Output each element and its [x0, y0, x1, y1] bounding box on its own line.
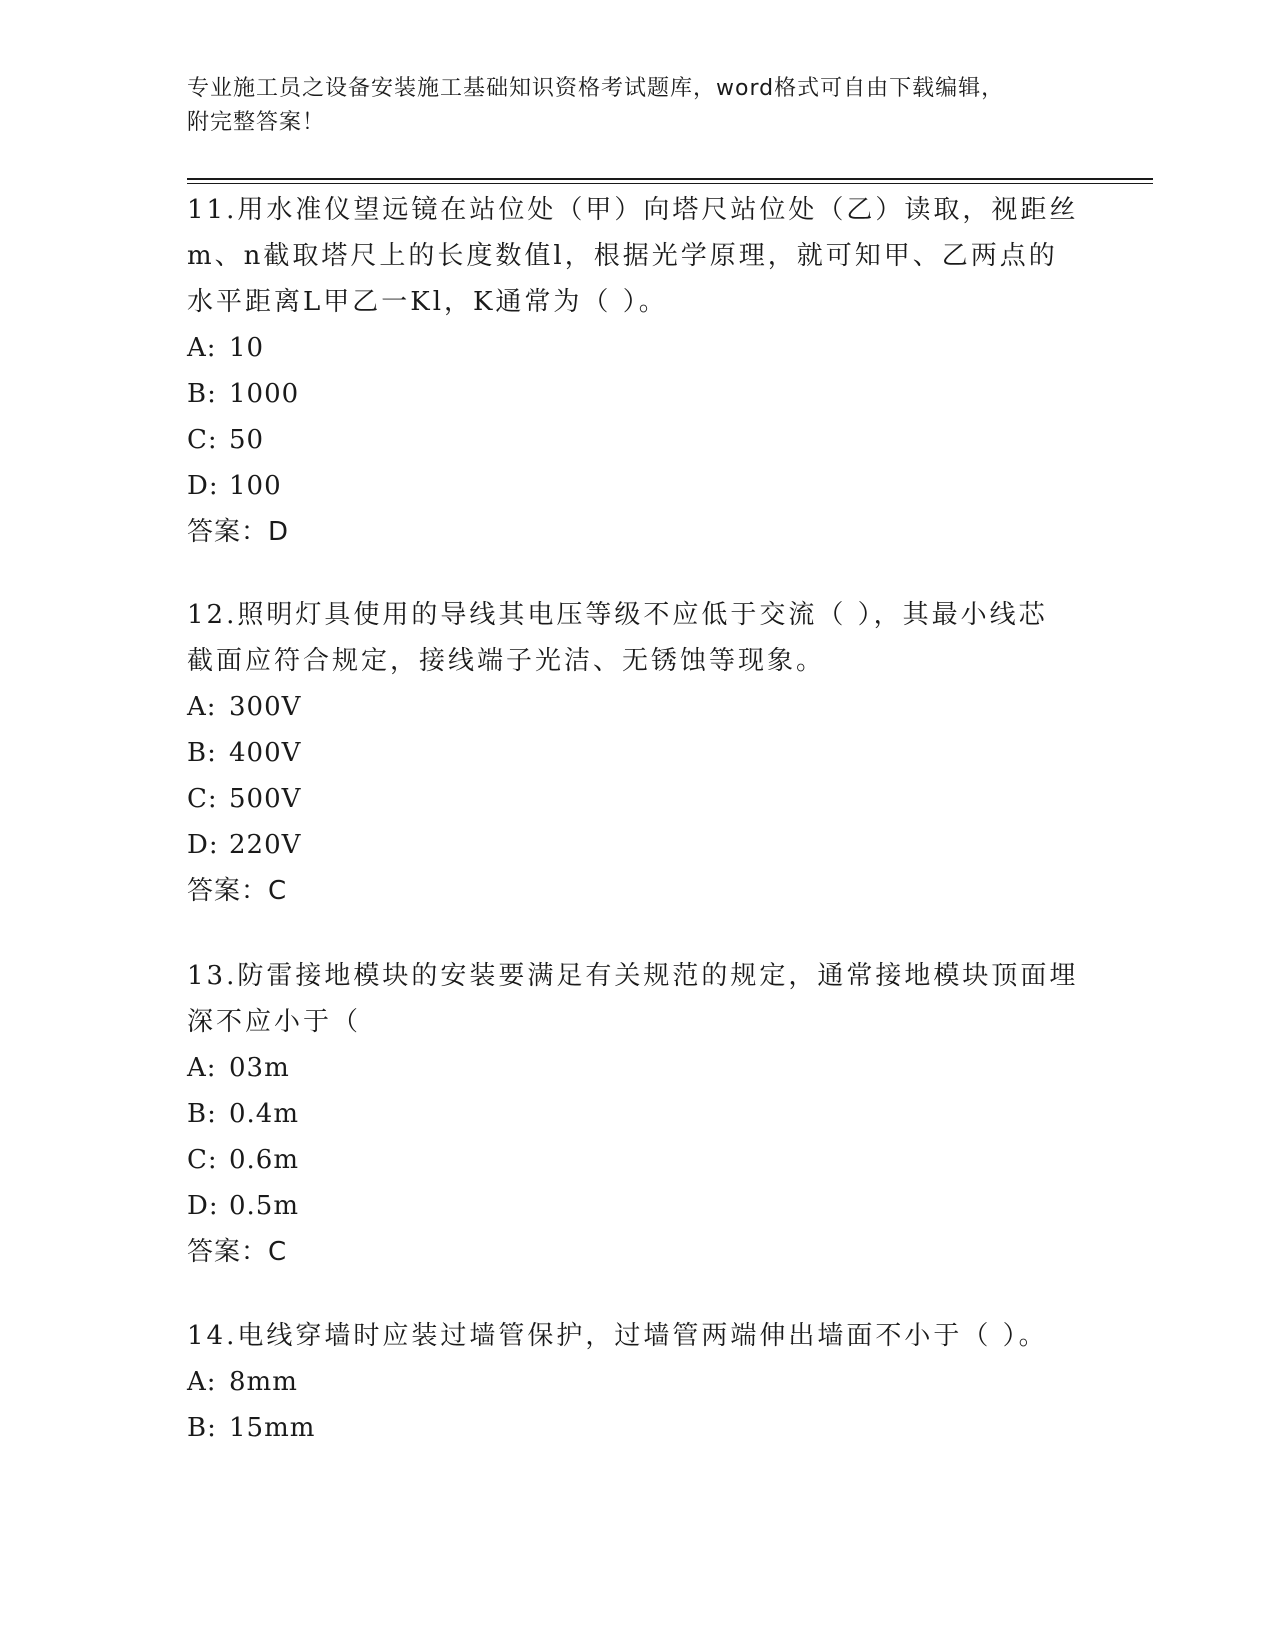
option-text: 300V [229, 692, 302, 722]
option-text: 0.4m [229, 1099, 300, 1129]
option-letter: A: [187, 692, 217, 722]
option-a [187, 1359, 1087, 1405]
option-text: 0.6m [229, 1145, 300, 1175]
option-letter: D: [187, 1191, 219, 1221]
option-text: 8mm [229, 1367, 298, 1397]
question-13 [187, 953, 1087, 1275]
option-c [187, 1137, 1087, 1183]
question-text-line: 12.照明灯具使用的导线其电压等级不应低于交流（ ），其最小线芯 [187, 600, 1048, 630]
option-c [187, 417, 1087, 463]
header-line-1: 专业施工员之设备安装施工基础知识资格考试题库，word格式可自由下载编辑， [187, 76, 1005, 101]
option-d [187, 822, 1087, 868]
question-text-line: 14.电线穿墙时应装过墙管保护，过墙管两端伸出墙面不小于（ ）。 [187, 1321, 1048, 1351]
option-letter: A: [187, 1367, 217, 1397]
question-12 [187, 592, 1087, 914]
header-line-2: 附完整答案！ [187, 110, 326, 135]
option-c [187, 776, 1087, 822]
option-letter: C: [187, 1145, 218, 1175]
option-text: 10 [229, 333, 265, 363]
option-letter: B: [187, 379, 217, 409]
option-letter: B: [187, 738, 217, 768]
option-text: 100 [229, 471, 282, 501]
option-letter: D: [187, 471, 219, 501]
option-text: 03m [229, 1053, 290, 1083]
option-a [187, 325, 1087, 371]
option-b [187, 730, 1087, 776]
question-text-line: m、n截取塔尺上的长度数值l，根据光学原理，就可知甲、乙两点的 [187, 241, 1058, 271]
option-text: 0.5m [229, 1191, 300, 1221]
option-text: 500V [229, 784, 302, 814]
question-text-line: 截面应符合规定，接线端子光洁、无锈蚀等现象。 [187, 646, 826, 676]
question-text-line: 13.防雷接地模块的安装要满足有关规范的规定，通常接地模块顶面埋 [187, 961, 1079, 991]
answer: 答案：D [187, 517, 290, 547]
option-letter: C: [187, 425, 218, 455]
option-text: 15mm [229, 1413, 316, 1443]
option-d [187, 463, 1087, 509]
option-a [187, 1045, 1087, 1091]
option-letter: C: [187, 784, 218, 814]
question-text-line: 深不应小于（ [187, 1007, 362, 1037]
option-text: 50 [229, 425, 265, 455]
question-14 [187, 1313, 1087, 1451]
option-b [187, 371, 1087, 417]
header-divider-thin [187, 183, 1153, 184]
answer: 答案：C [187, 1237, 288, 1267]
option-letter: B: [187, 1413, 217, 1443]
option-letter: A: [187, 333, 217, 363]
question-11 [187, 187, 1087, 555]
option-letter: D: [187, 830, 219, 860]
option-d [187, 1183, 1087, 1229]
option-letter: B: [187, 1099, 217, 1129]
header-divider-thick [187, 178, 1153, 180]
option-text: 400V [229, 738, 302, 768]
question-text-line: 水平距离L甲乙一Kl，K通常为（ ）。 [187, 287, 668, 317]
option-letter: A: [187, 1053, 217, 1083]
option-text: 1000 [229, 379, 300, 409]
document-header [187, 72, 1067, 140]
option-b [187, 1405, 1087, 1451]
option-b [187, 1091, 1087, 1137]
option-text: 220V [229, 830, 302, 860]
question-text-line: 11.用水准仪望远镜在站位处（甲）向塔尺站位处（乙）读取，视距丝 [187, 195, 1079, 225]
option-a [187, 684, 1087, 730]
answer: 答案：C [187, 876, 288, 906]
